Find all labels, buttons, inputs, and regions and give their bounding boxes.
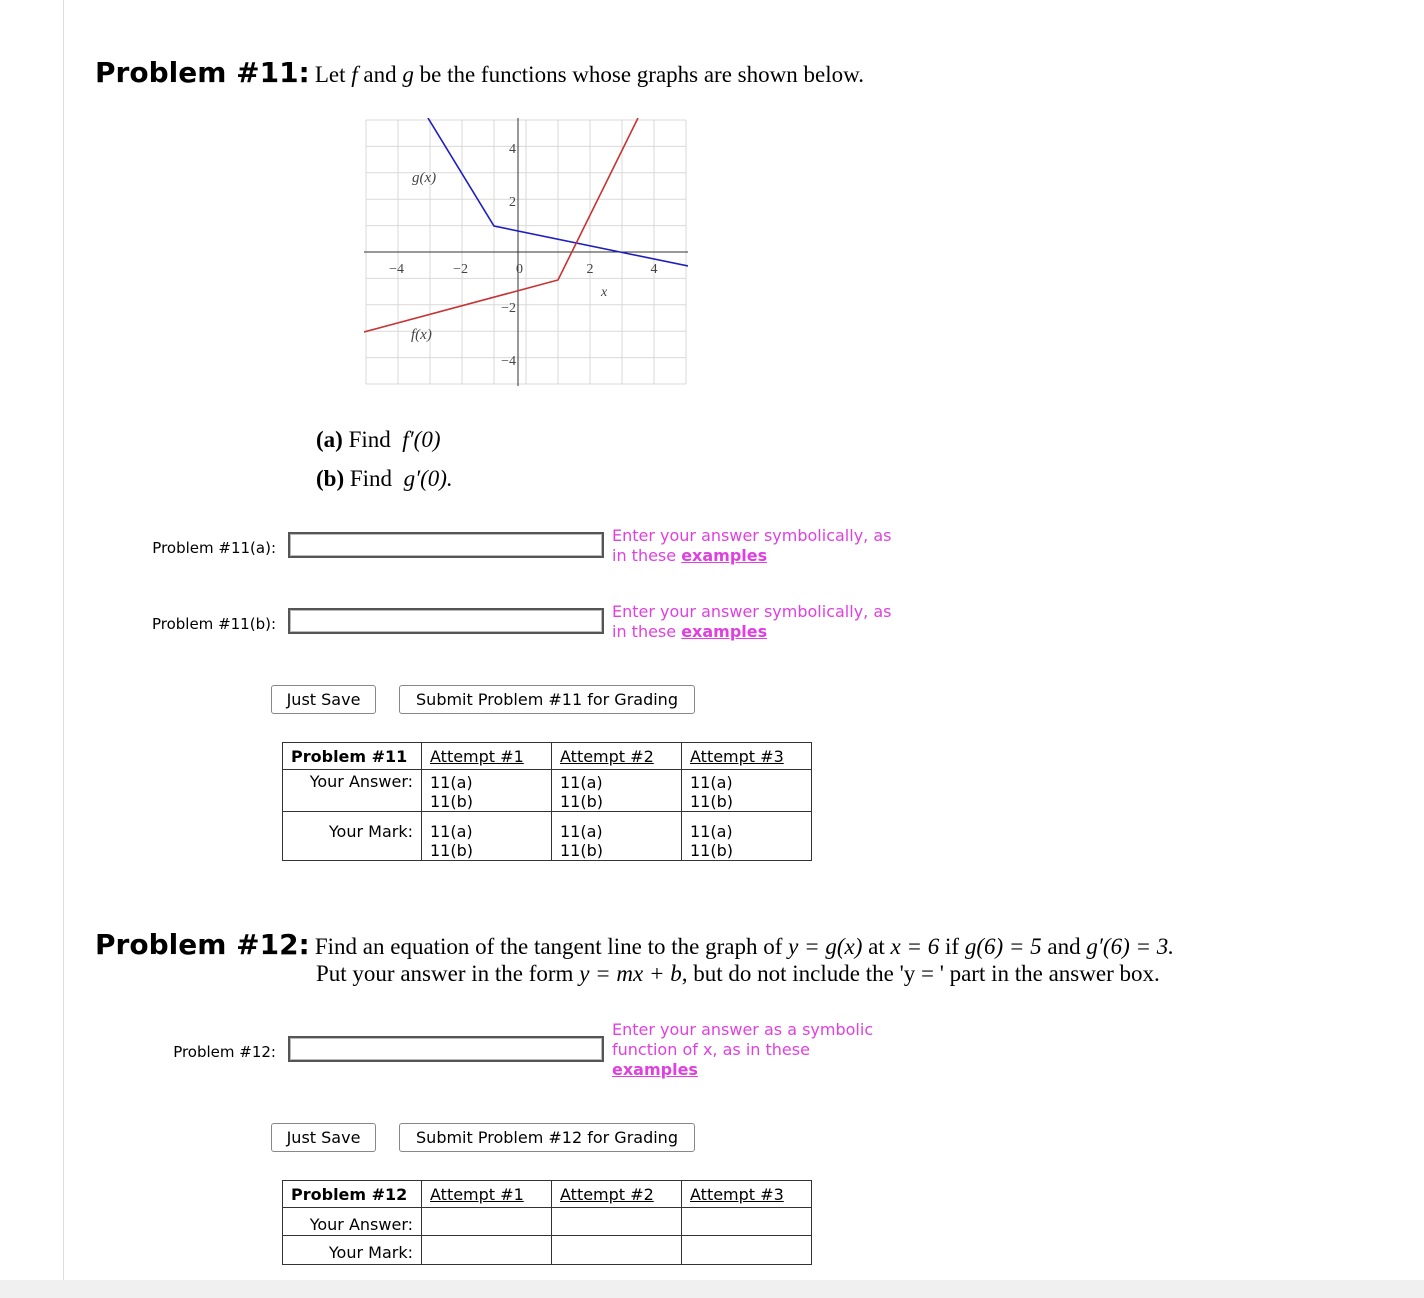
problem-12-answer-box — [288, 1036, 604, 1062]
attempt-1-link[interactable]: Attempt #1 — [430, 747, 524, 766]
attempt-2-head — [552, 743, 682, 770]
part-b: 11(b) — [690, 841, 733, 860]
mark-cell — [552, 1236, 682, 1265]
table-head-cell — [283, 1181, 422, 1208]
line1-pre: Find an equation of the tangent line to the graph of — [314, 934, 783, 959]
problem-11a-hint — [612, 526, 902, 566]
problem-11-label: Problem #11: — [95, 56, 310, 89]
line1-eq3: g(6) = 5 — [964, 934, 1042, 959]
y-tick-neg4: −4 — [501, 354, 516, 369]
y-tick-neg2: −2 — [501, 301, 516, 316]
stmt-f: f — [351, 62, 358, 87]
line1-eq4: g′(6) = 3. — [1086, 934, 1174, 959]
submit-problem-12-button[interactable]: Submit Problem #12 for Grading — [399, 1123, 695, 1152]
y-tick-4: 4 — [509, 142, 516, 157]
x-tick-neg4: −4 — [389, 262, 404, 277]
problem-12-line1 — [315, 934, 1174, 959]
submit-problem-11-button[interactable]: Submit Problem #11 for Grading — [399, 685, 695, 714]
mark-cell — [422, 1236, 552, 1265]
part-a: 11(a) — [690, 822, 733, 841]
line1-eq2: x = 6 — [890, 934, 940, 959]
line1-eq1: y = g(x) — [788, 934, 863, 959]
line1-if: if — [945, 934, 960, 959]
your-mark-label: Your Mark: — [283, 1236, 422, 1265]
problem-11-statement — [315, 62, 864, 87]
answer-cell — [422, 770, 552, 812]
answer-cell — [552, 1208, 682, 1236]
attempt-1-link[interactable]: Attempt #1 — [430, 1185, 524, 1204]
f-label: f(x) — [411, 327, 432, 343]
bottom-edge — [0, 1280, 1424, 1298]
hint-text: Enter your answer as a symbolic function of x, as in these — [612, 1020, 874, 1059]
part-b-prompt — [316, 466, 453, 492]
part-a: 11(a) — [690, 773, 733, 792]
attempt-2-link[interactable]: Attempt #2 — [560, 1185, 654, 1204]
attempt-3-link[interactable]: Attempt #3 — [690, 1185, 784, 1204]
just-save-button-11[interactable]: Just Save — [271, 685, 376, 714]
stmt-and: and — [363, 62, 397, 87]
table-head: Problem #12 — [291, 1185, 408, 1204]
attempt-2-link[interactable]: Attempt #2 — [560, 747, 654, 766]
hint-text: Enter your answer symbolically, as in these — [612, 602, 892, 641]
part-a: 11(a) — [560, 822, 603, 841]
problem-11b-input[interactable] — [290, 610, 602, 632]
mark-cell — [682, 812, 812, 861]
problem-11a-answer-box — [288, 532, 604, 558]
part-b: 11(b) — [560, 841, 603, 860]
part-b-expr: g′(0). — [403, 466, 453, 491]
problem-11b-label: Problem #11(b): — [151, 615, 276, 633]
part-a: 11(a) — [430, 822, 473, 841]
attempt-3-head — [682, 1181, 812, 1208]
part-a-label: (a) — [316, 427, 343, 452]
part-a: 11(a) — [430, 773, 473, 792]
part-b: 11(b) — [690, 792, 733, 811]
line1-at: at — [868, 934, 885, 959]
problem-11-heading — [95, 56, 864, 89]
examples-link[interactable]: examples — [681, 546, 768, 565]
part-b: 11(b) — [430, 792, 473, 811]
mark-cell — [552, 812, 682, 861]
part-b-text: Find — [349, 466, 393, 491]
answer-cell — [552, 770, 682, 812]
line2-post: but do not include the 'y = ' part in the answer box. — [693, 961, 1160, 986]
attempt-1-head — [422, 1181, 552, 1208]
part-a-expr: f′(0) — [402, 427, 441, 452]
attempt-3-link[interactable]: Attempt #3 — [690, 747, 784, 766]
mark-cell — [422, 812, 552, 861]
hint-text: Enter your answer symbolically, as in these — [612, 526, 892, 565]
part-b-label: (b) — [316, 466, 345, 491]
just-save-button-12[interactable]: Just Save — [271, 1123, 376, 1152]
problem-11b-hint — [612, 602, 902, 642]
problem-12-input[interactable] — [290, 1038, 602, 1060]
examples-link[interactable]: examples — [681, 622, 768, 641]
problem-12-label: Problem #12: — [95, 928, 310, 961]
part-a-text: Find — [348, 427, 391, 452]
answer-cell — [682, 1208, 812, 1236]
function-graph — [364, 118, 688, 386]
problem-12-row-label: Problem #12: — [173, 1043, 276, 1061]
problem-12-line2 — [316, 961, 1160, 987]
x-axis-label: x — [601, 285, 608, 300]
attempt-3-head — [682, 743, 812, 770]
problem-11-attempts-table — [282, 742, 812, 861]
your-answer-label: Your Answer: — [283, 770, 422, 812]
part-a: 11(a) — [560, 773, 603, 792]
problem-12-hint — [612, 1020, 892, 1080]
problem-11a-input[interactable] — [290, 534, 602, 556]
answer-cell — [422, 1208, 552, 1236]
table-head: Problem #11 — [291, 747, 408, 766]
attempt-1-head — [422, 743, 552, 770]
page-frame — [63, 0, 1424, 1298]
problem-11a-label: Problem #11(a): — [152, 539, 276, 557]
mark-cell — [682, 1236, 812, 1265]
your-mark-label: Your Mark: — [283, 812, 422, 861]
x-tick-neg2: −2 — [453, 262, 468, 277]
f-graph-line — [364, 118, 638, 332]
g-label: g(x) — [412, 170, 437, 186]
answer-cell — [682, 770, 812, 812]
stmt-pre: Let — [314, 62, 346, 87]
stmt-post: be the functions whose graphs are shown below. — [419, 62, 864, 87]
part-b: 11(b) — [560, 792, 603, 811]
part-a-prompt — [316, 427, 441, 453]
part-b: 11(b) — [430, 841, 473, 860]
line2-pre: Put your answer in the form — [316, 961, 574, 986]
line2-form: y = mx + b, — [579, 961, 688, 986]
x-tick-4: 4 — [650, 262, 658, 277]
examples-link[interactable]: examples — [612, 1060, 698, 1079]
attempt-2-head — [552, 1181, 682, 1208]
stmt-g: g — [402, 62, 414, 87]
x-tick-0: 0 — [516, 262, 523, 277]
problem-11b-answer-box — [288, 608, 604, 634]
table-head-cell — [283, 743, 422, 770]
problem-12-attempts-table — [282, 1180, 812, 1265]
line1-and: and — [1047, 934, 1081, 959]
x-tick-2: 2 — [586, 262, 594, 277]
y-tick-2: 2 — [509, 195, 516, 210]
problem-12-heading — [95, 928, 1174, 961]
your-answer-label: Your Answer: — [283, 1208, 422, 1236]
